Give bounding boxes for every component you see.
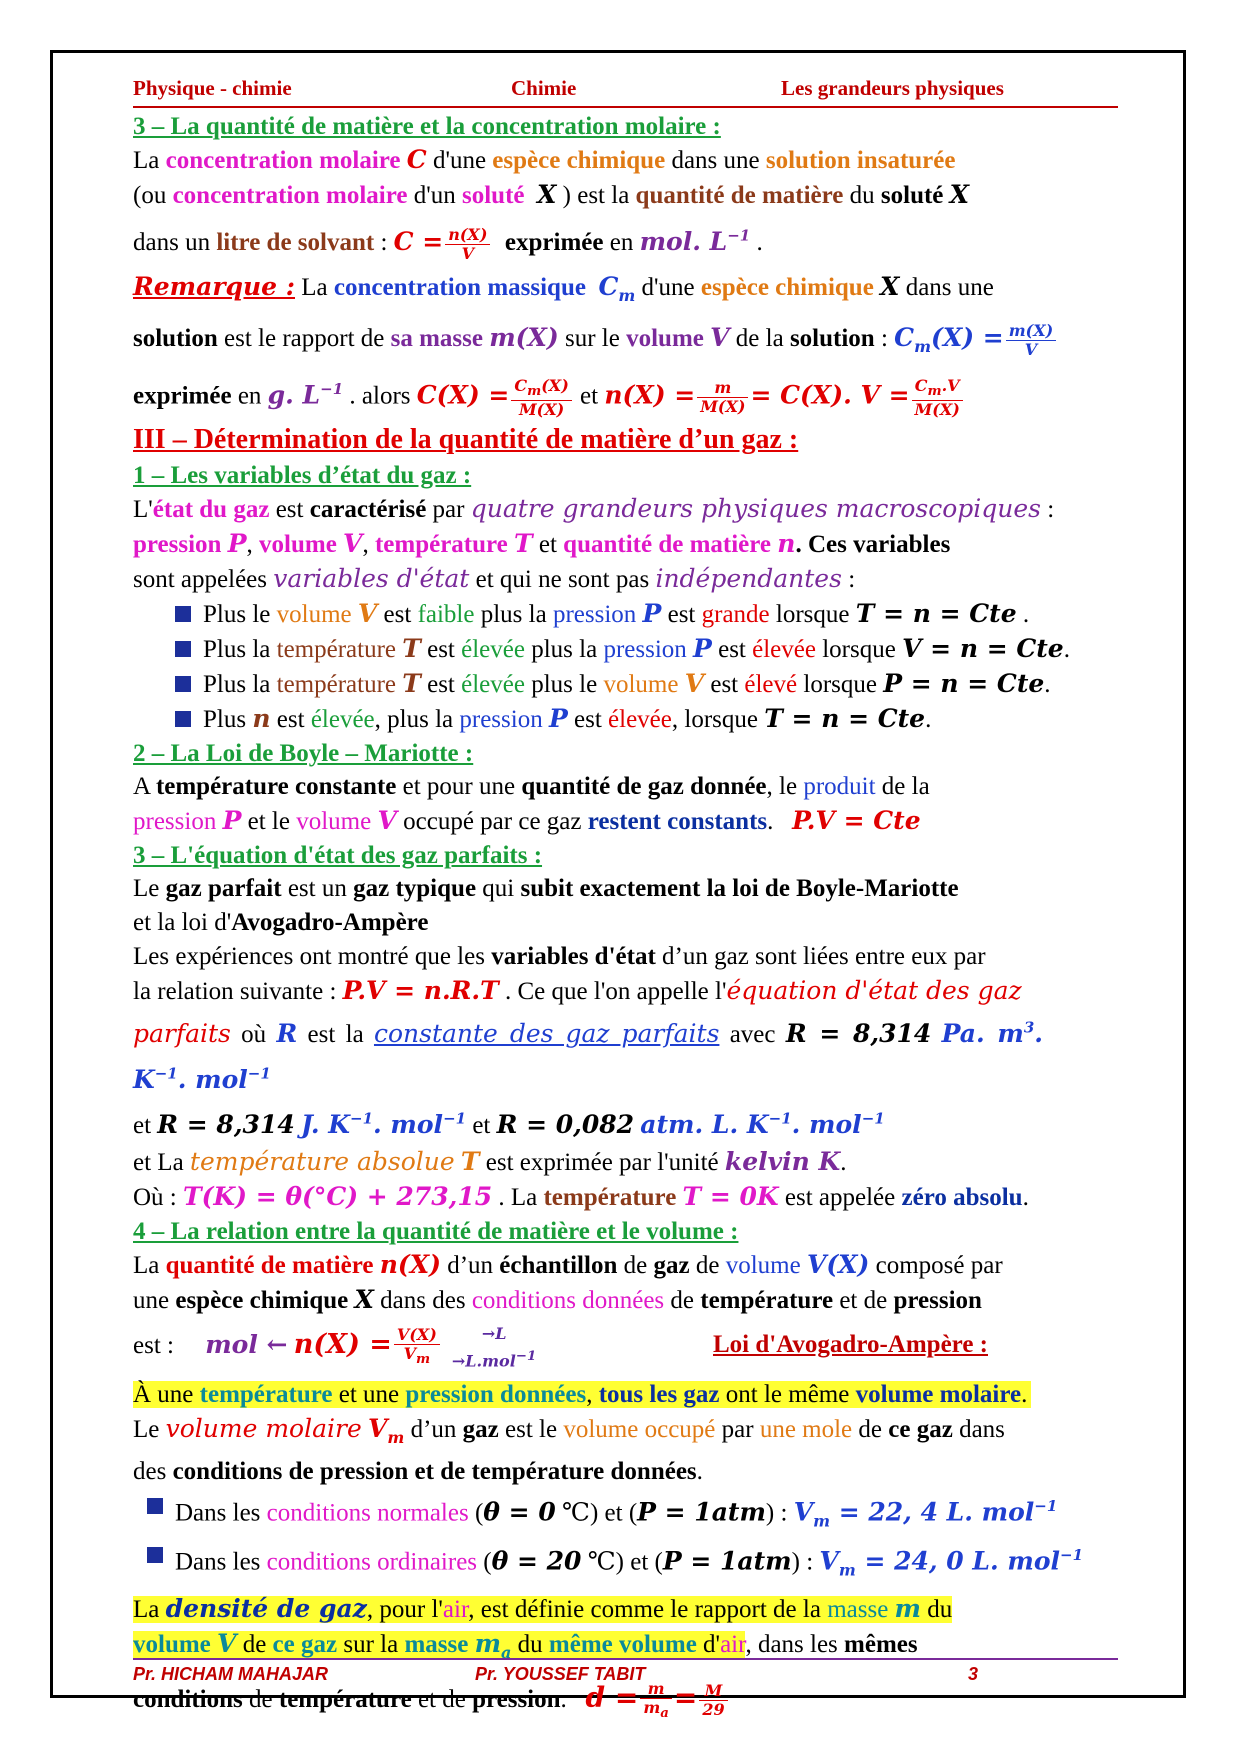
section-variables-title: 1 – Les variables d’état du gaz : <box>133 462 472 490</box>
header-domain: Chimie <box>511 76 577 100</box>
list-item: Dans les conditions normales (θ = 0 ℃) et (P = 1atm) : $V_m = 22$, 4 L. mol$^{-1}$ <box>147 1489 1193 1538</box>
concentration-paragraph: La concentration molaire C d'une espèce chimique dans une solution insaturée (ou concentration molaire d'un soluté X ) est la quantité de matière du soluté X dans un litre de solvant : C = $\frac{n(X)}{V}$ exprimée en mol. $L^{-1}$ . <box>133 145 970 264</box>
page-content <box>133 72 1193 1728</box>
relation-paragraph: La quantité de matière n(X) d’un échantillon de gaz de volume V(X) composé par une espèce chimique X dans des conditions données de température et de pression est : mol ← n(X) = $\frac{V(X)}{V_m}$ →L →L.mol$^{-1}$ Loi d'Avogadro-Ampère : <box>133 1248 1033 1372</box>
list-item: Plus n est élevée, plus la pression P est élevée, lorsque T = n = Cte. <box>175 702 1193 737</box>
remarque-paragraph: Remarque : La concentration massique $C_m$ d'une espèce chimique X dans une solution est le rapport de sa masse m(X) sur le volume V de la solution : $C_m(X)$ = $\frac{m(X)}{V}$ exprimée en g. $L^{-1}$ . alors C(X) = $\frac{C_m(X)}{M(X)}$ et n(X) = $\frac{m}{M(X)}$ = C(X). V = $\frac{C_m.V}{M(X)}$ <box>133 266 1193 419</box>
bullet-square-icon <box>175 711 191 727</box>
section-ideal-gas-title: 3 – L'équation d'état des gaz parfaits : <box>133 842 543 870</box>
header-topic: Les grandeurs physiques <box>781 76 1004 100</box>
footer-author-1: Pr. HICHAM MAHAJAR <box>133 1664 329 1684</box>
bullet-square-icon <box>175 606 191 622</box>
boyle-paragraph: A température constante et pour une quantité de gaz donnée, le produit de la pression P et le volume V occupé par ce gaz restent constants. P.V = Cte <box>133 773 930 836</box>
list-item: Plus le volume V est faible plus la pression P est grande lorsque T = n = Cte . <box>175 597 1193 632</box>
page-header <box>133 72 1118 108</box>
density-paragraph: La densité de gaz, pour l'air, est définie comme le rapport de la masse m du volume V de ce gaz sur la masse $m_a$ du même volume d'air, dans les mêmes conditions de température et de pression. d = $\frac{m}{m_a}$ = $\frac{M}{29}$ <box>133 1593 953 1722</box>
bullet-square-icon <box>147 1547 163 1563</box>
section-boyle-title: 2 – La Loi de Boyle – Mariotte : <box>133 740 474 768</box>
bullet-square-icon <box>175 676 191 692</box>
conditions-list <box>133 1489 1193 1588</box>
avogadro-law-title: Loi d'Avogadro-Ampère : <box>713 1331 988 1358</box>
page-number: 3 <box>968 1664 979 1684</box>
section-concentration-title: 3 – La quantité de matière et la concentration molaire : <box>133 113 721 140</box>
ideal-gas-paragraph: Le gaz parfait est un gaz typique qui subit exactement la loi de Boyle-Mariotte et la loi d'Avogadro-Ampère Les expériences ont montré que les variables d'état d’un gaz sont liées entre eux par la relation suivante : P.V = n.R.T . Ce que l'on appelle l'équation d'état des gaz parfaits où R est la constante des gaz parfaits avec R = 8,314 Pa. $m^3$. $K^{-1}$. mol$^{-1}$ et R = 8,314 J. $K^{-1}$. mol$^{-1}$ et R = 0,082 atm. L. $K^{-1}$. mol$^{-1}$ et La température absolue T est exprimée par l'unité kelvin K. Où : T(K) = θ(°C) + 273,15 . La température T = 0K est appelée zéro absolu. <box>133 875 1044 1211</box>
variables-paragraph: L'état du gaz est caractérisé par quatre grandeurs physiques macroscopiques : pression P, volume V, température T et quantité de matière n. Ces variables sont appelées variables d'état et qui ne sont pas indépendantes : <box>133 494 1055 594</box>
page-footer <box>133 1658 1118 1690</box>
list-item: Dans les conditions ordinaires (θ = 20 ℃) et (P = 1atm) : $V_m = 24$, 0 L. mol$^{-1}$ <box>147 1538 1193 1587</box>
footer-author-2: Pr. YOUSSEF TABIT <box>475 1664 646 1684</box>
section-III-title: III – Détermination de la quantité de matière d’un gaz : <box>133 424 799 456</box>
list-item: Plus la température T est élevée plus le volume V est élevé lorsque P = n = Cte. <box>175 667 1193 702</box>
avogadro-paragraph: À une température et une pression données, tous les gaz ont le même volume molaire. Le volume molaire $V_m$ d’un gaz est le volume occupé par une mole de ce gaz dans des conditions de pression et de température données. <box>133 1378 1193 1489</box>
bullet-square-icon <box>147 1498 163 1514</box>
fraction-n-over-v: $\frac{n(X)}{V}$ <box>445 226 490 263</box>
variables-bullet-list <box>133 597 1193 737</box>
list-item: Plus la température T est élevée plus la pression P est élevée lorsque V = n = Cte. <box>175 632 1193 667</box>
header-subject: Physique - chimie <box>133 76 292 100</box>
bullet-square-icon <box>175 641 191 657</box>
remarque-label: Remarque : <box>133 272 295 302</box>
section-relation-title: 4 – La relation entre la quantité de matière et le volume : <box>133 1218 739 1245</box>
unit-arrows: →L →L.mol$^{-1}$ <box>451 1323 537 1370</box>
